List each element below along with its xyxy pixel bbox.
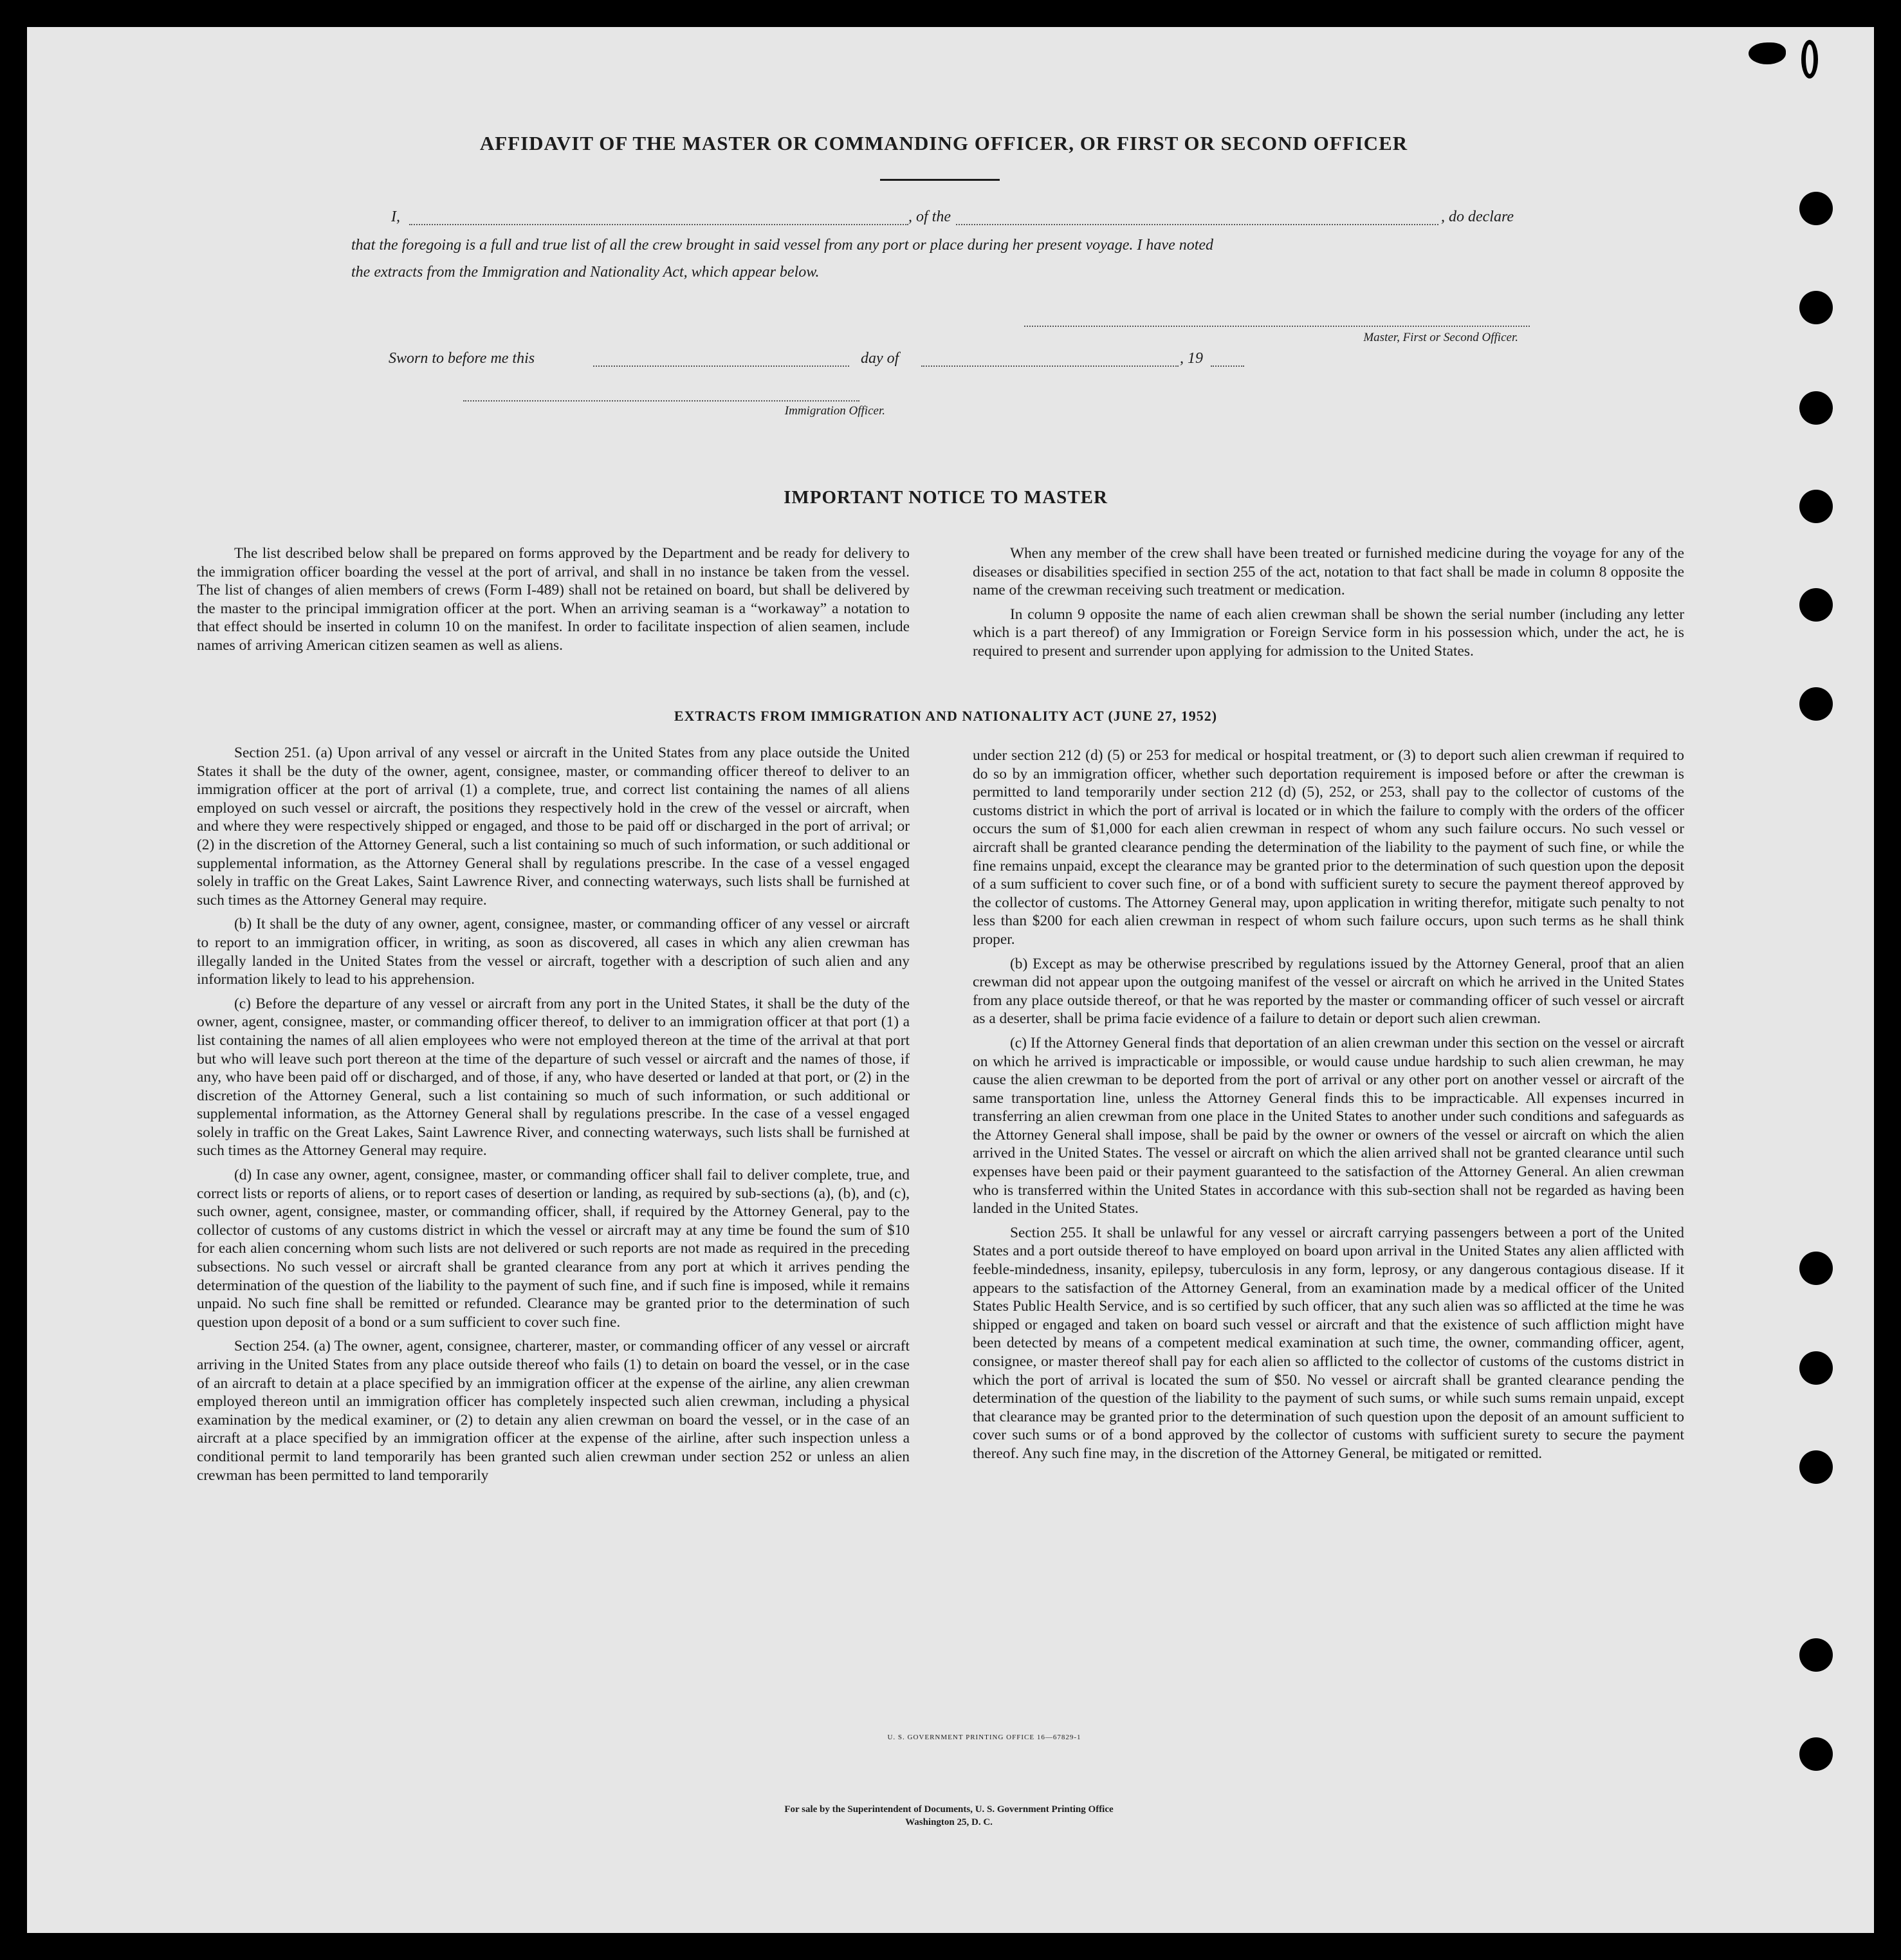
- vessel-name-field[interactable]: [956, 224, 1438, 225]
- master-signature-caption: Master, First or Second Officer.: [1363, 331, 1518, 344]
- declarant-name-field[interactable]: [409, 224, 908, 225]
- gpo-imprint: U. S. GOVERNMENT PRINTING OFFICE 16—67829-1: [887, 1733, 1081, 1741]
- notice-paragraph: When any member of the crew shall have been treated or furnished medicine during the voyage for any of the diseases or disabilities specified in section 255 of the act, notation to that fact shall be made in column 8 opposite the name of the crewman receiving such treatment or medication.: [973, 545, 1684, 599]
- punch-hole: [1799, 1252, 1833, 1285]
- punch-hole: [1799, 1450, 1833, 1484]
- sale-line: For sale by the Superintendent of Documents, U. S. Government Printing Office: [784, 1804, 1114, 1815]
- extracts-left-column: [197, 744, 910, 1484]
- sale-line: Washington 25, D. C.: [905, 1817, 993, 1827]
- extracts-right-column: [973, 746, 1684, 1463]
- extract-paragraph: (b) Except as may be otherwise prescribed by regulations issued by the Attorney General, proof that an alien crewman did not appear upon the outgoing manifest of the vessel or aircraft on which he arrived in the United States from any place outside thereof, or that he was reported by the master or commanding officer of such vessel or aircraft as a deserter, shall be prima facie evidence of a failure to detain or deport such alien crewman.: [973, 955, 1684, 1028]
- immigration-officer-signature-field[interactable]: [463, 400, 859, 402]
- affidavit-title: AFFIDAVIT OF THE MASTER OR COMMANDING OFFICER, OR FIRST OR SECOND OFFICER: [479, 132, 1408, 154]
- sworn-label: Sworn to before me this: [389, 350, 535, 367]
- declaration-line: that the foregoing is a full and true list of all the crew brought in said vessel from any port or place during her present voyage. I have noted: [351, 237, 1214, 254]
- master-signature-field[interactable]: [1024, 326, 1530, 327]
- torn-corner-mark: [1749, 42, 1786, 64]
- punch-hole: [1799, 1638, 1833, 1672]
- notice-paragraph: The list described below shall be prepared on forms approved by the Department and be ready for delivery to the immigration officer boarding the vessel at the port of arrival, and shall in no instance be taken from the vessel. The list of changes of alien members of crews (Form I-489) shall not be retained on board, but shall be delivered by the master to the principal immigration officer at the port. When an arriving seaman is a “workaway” a notation to that effect should be inserted in column 10 on the manifest. In order to facilitate inspection of alien seamen, include names of arriving American citizen seamen as well as aliens.: [197, 545, 910, 654]
- extract-paragraph: (c) If the Attorney General finds that deportation of an alien crewman under this section on the vessel or aircraft on which he arrived is impracticable or impossible, or would cause undue hardship to such alien crewman, he may cause the alien crewman to be deported from the port of arrival or any other port on another vessel or aircraft of the same transportation line, unless the Attorney General finds this to be impracticable. All expenses incurred in transferring an alien crewman from one place in the United States to another under such conditions and safeguards as the Attorney General shall impose, shall be paid by the owner or owners of the vessel or aircraft on which the alien arrived in the United States. The vessel or aircraft on which the alien arrived shall not be granted clearance until such expenses have been paid or their payment guaranteed to the satisfaction of the Attorney General. An alien crewman who is transferred within the United States in accordance with this sub-section shall not be regarded as having been landed in the United States.: [973, 1034, 1684, 1217]
- notice-left-column: [197, 544, 910, 655]
- immigration-officer-caption: Immigration Officer.: [784, 404, 885, 418]
- of-the-label: , of the: [908, 208, 951, 225]
- extract-paragraph: Section 251. (a) Upon arrival of any vessel or aircraft in the United States from any place outside the United States it shall be the duty of the owner, agent, consignee, master, or commanding officer thereof to deliver to an immigration officer at the port of arrival (1) a complete, true, and correct list containing the names of all aliens employed on such vessel or aircraft, the positions they respectively hold in the crew of the vessel or aircraft, when and where they were respectively shipped or engaged, and those to be paid off or discharged in the port of arrival; or (2) in the discretion of the Attorney General, such a list containing so much of such information, or such additional or supplemental information, as the Attorney General shall by regulations prescribe. In the case of a vessel engaged solely in traffic on the Great Lakes, Saint Lawrence River, and connecting waterways, such lists shall be furnished at such times as the Attorney General may require.: [197, 744, 910, 909]
- sworn-year-field[interactable]: [1211, 365, 1244, 367]
- declaration-line: the extracts from the Immigration and Nationality Act, which appear below.: [351, 264, 820, 281]
- notice-paragraph: In column 9 opposite the name of each alien crewman shall be shown the serial number (including any letter which is a part thereof) of any Immigration or Foreign Service form in his possession which, under the act, he is required to present and surrender upon applying for admission to the United States.: [973, 606, 1684, 660]
- extract-paragraph: Section 255. It shall be unlawful for any vessel or aircraft carrying passengers between a port of the United States and a port outside thereof to have employed on board upon arrival in the United States any alien afflicted with feeble-mindedness, insanity, epilepsy, tuberculosis in any form, leprosy, or any dangerous contagious disease. If it appears to the satisfaction of the Attorney General, from an examination made by a medical officer of the United States Public Health Service, and is so certified by such officer, that any such alien was so afflicted at the time he was shipped or engaged and taken on board such vessel or aircraft and that the existence of such affliction might have been detected by means of a competent medical examination at such time, the owner, commanding officer, agent, consignee, or master thereof shall pay for each alien so afflicted to the collector of customs of the customs district in which the port of arrival is located the sum of $50. No vessel or aircraft shall be granted clearance pending the determination of the question of the liability to the payment of such sums, or while such sums remain unpaid, except that clearance may be granted prior to the determination of such question upon the deposit of an amount sufficient to cover such sums or of a bond approved by the collector of customs with sufficient surety to secure the payment thereof. Any such fine may, in the discretion of the Attorney General, be mitigated or remitted.: [973, 1224, 1684, 1462]
- torn-corner-mark: [1801, 40, 1818, 79]
- punch-hole: [1799, 391, 1833, 425]
- title-divider: [880, 179, 1000, 181]
- do-declare-label: , do declare: [1441, 208, 1514, 225]
- extract-paragraph: (c) Before the departure of any vessel or aircraft from any port in the United States, it shall be the duty of the owner, agent, consignee, master, or commanding officer thereof, to deliver to an immigration officer at that port (1) a list containing the names of all alien employees who were not employed thereon at the time of the arrival at that port but who will leave such port thereon at the time of the departure of such vessel or aircraft and the names of those, if any, who have been paid off or discharged, and of those, if any, who have deserted or landed at that port, or (2) in the discretion of the Attorney General, such a list containing so much of such information, or such additional or supplemental information, as the Attorney General shall by regulations prescribe. In the case of a vessel engaged solely in traffic on the Great Lakes, Saint Lawrence River, and connecting waterways, such lists shall be furnished at such times as the Attorney General may require.: [197, 995, 910, 1160]
- extract-paragraph: Section 254. (a) The owner, agent, consignee, charterer, master, or commanding officer of any vessel or aircraft arriving in the United States from any place outside thereof who fails (1) to detain on board the vessel, or in the case of an aircraft to detain at a place specified by an immigration officer at the expense of the airline, any alien crewman employed thereon until an immigration officer has completely inspected such alien crewman, including a physical examination by the medical examiner, or (2) to detain any alien crewman on board the vessel, or in the case of an aircraft at a place specified by an immigration officer at the expense of the airline, after such inspection unless a conditional permit to land temporarily has been granted such alien crewman under section 252 or unless an alien crewman has been permitted to land temporarily: [197, 1338, 910, 1484]
- notice-title: IMPORTANT NOTICE TO MASTER: [784, 487, 1108, 508]
- punch-hole: [1799, 192, 1833, 225]
- punch-hole: [1799, 1737, 1833, 1771]
- punch-hole: [1799, 1351, 1833, 1385]
- sworn-month-field[interactable]: [921, 365, 1179, 367]
- day-of-label: day of: [861, 350, 899, 367]
- punch-hole: [1799, 588, 1833, 622]
- punch-hole: [1799, 687, 1833, 721]
- sworn-day-field[interactable]: [593, 365, 849, 367]
- notice-right-column: [973, 544, 1684, 661]
- declare-i-label: I,: [391, 208, 400, 225]
- extract-paragraph: (b) It shall be the duty of any owner, agent, consignee, master, or commanding officer of any vessel or aircraft to report to an immigration officer, in writing, as soon as discovered, all cases in which any alien crewman has illegally landed in the United States from the vessel or aircraft, together with a description of such alien and any information likely to lead to his apprehension.: [197, 916, 910, 988]
- punch-hole: [1799, 291, 1833, 324]
- extract-paragraph: (d) In case any owner, agent, consignee, master, or commanding officer shall fail to deliver complete, true, and correct lists or reports of aliens, or to report cases of desertion or landing, as required by sub-sections (a), (b), and (c), such owner, agent, consignee, master, or commanding officer, shall, if required by the Attorney General, pay to the collector of customs of any customs district in which the vessel or aircraft may at any time be found the sum of $10 for each alien concerning whom such lists are not delivered or such reports are not made as required in the preceding subsections. No such vessel or aircraft shall be granted clearance from any port at which it arrives pending the determination of the question of the liability to the payment of such fine, and if such fine is imposed, while it remains unpaid. No such fine shall be remitted or refunded. Clearance may be granted prior to the determination of such question upon deposit of a bond or a sum sufficient to cover such fine.: [197, 1167, 910, 1331]
- extracts-title: EXTRACTS FROM IMMIGRATION AND NATIONALITY ACT (JUNE 27, 1952): [674, 708, 1218, 724]
- punch-hole: [1799, 490, 1833, 523]
- extract-paragraph: under section 212 (d) (5) or 253 for medical or hospital treatment, or (3) to deport such alien crewman if required to do so by an immigration officer, whether such deportation requirement is imposed before or after the crewman is permitted to land temporarily under section 212 (d) (5), 252, or 253, shall pay to the collector of customs of the customs district in which the port of arrival is located or in which the failure to comply with the orders of the officer occurs the sum of $1,000 for each alien crewman in respect of whom any such failure occurs. No such vessel or aircraft shall be granted clearance pending the determination of the liability to the payment of such fine, or while the fine remains unpaid, except the clearance may be granted prior to the determination of such question upon the deposit of a sum sufficient to cover such fine, or of a bond with sufficient surety to secure the payment thereof approved by the collector of customs. The Attorney General may, upon application in writing therefor, mitigate such penalty to not less than $200 for each alien crewman in respect of whom such failure occurs, upon such terms as he shall think proper.: [973, 747, 1684, 948]
- year-label: , 19: [1180, 350, 1203, 367]
- sale-notice: [643, 1803, 1254, 1829]
